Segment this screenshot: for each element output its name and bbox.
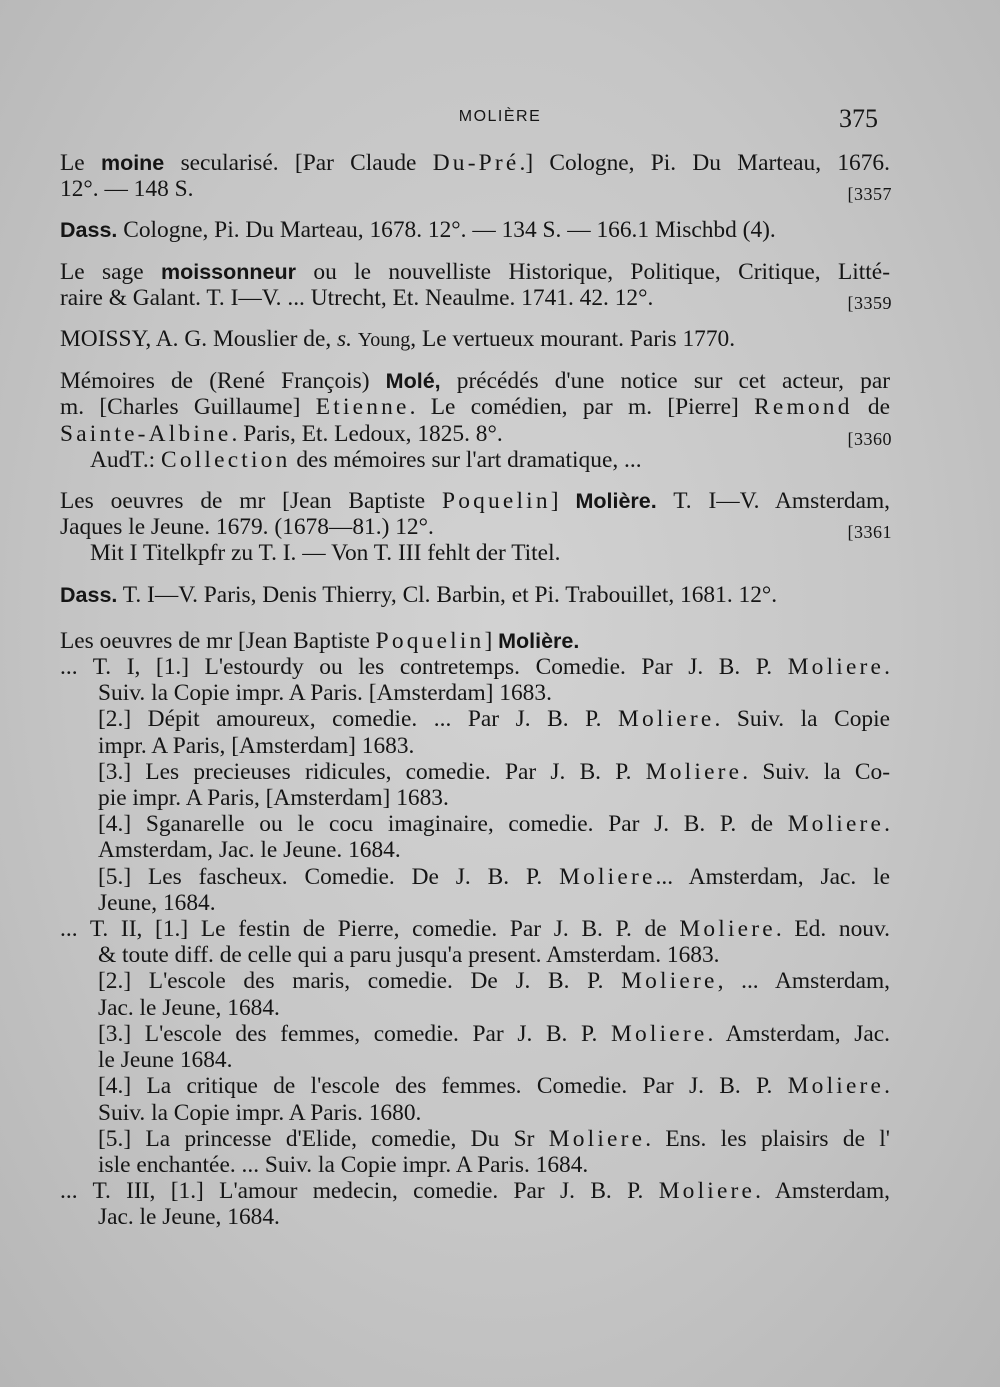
entry-line (60, 680, 890, 706)
entry-line (60, 1204, 890, 1230)
text-run: des mémoires sur l'art dramatique, ... (290, 446, 642, 473)
entry-line (60, 733, 890, 759)
entry-line (60, 890, 890, 916)
text-run: ... T. II, [1.] Le festin de Pierre, comedie. Par J. B. P. de (60, 916, 680, 943)
text-run: ou le nouvelliste Historique, Politique, Critique, Litté- (296, 258, 890, 285)
text-run: secularisé. [Par Claude (164, 150, 433, 176)
text-run: précédés d'une notice sur cet acteur, par (440, 368, 890, 395)
entry-line (60, 447, 890, 473)
text-run: de (852, 394, 890, 421)
text-run: Jaques le Jeune. 1679. (1678—81.) 12°. (60, 514, 434, 541)
entry-line (60, 706, 890, 732)
text-run: Les oeuvres de mr [Jean Baptiste (60, 488, 442, 515)
catalogue-entries (60, 150, 890, 1246)
running-head (0, 104, 1000, 134)
text-run: . (884, 811, 890, 838)
entry-line (60, 326, 890, 353)
spaced-name: Etienne (315, 394, 410, 421)
spaced-name: Moliere (618, 706, 715, 733)
text-run: . Le comédien, par m. [Pierre] (409, 394, 755, 421)
catalogue-entry (60, 368, 890, 473)
text-run: T. I—V. Paris, Denis Thierry, Cl. Barbin, et Pi. Trabouillet, 1681. 12°. (117, 581, 778, 608)
spaced-name: Poquelin (375, 627, 485, 654)
running-head-title: MOLIÈRE (458, 108, 542, 125)
text-run: [4.] Sganarelle ou le cocu imaginaire, comedie. Par J. B. P. de (98, 811, 788, 838)
text-run: . Ed. nouv. (775, 916, 891, 943)
entry-line (60, 995, 890, 1021)
entry-line (60, 150, 890, 176)
catalogue-entry (60, 628, 890, 1231)
text-run: [5.] Les fascheux. Comedie. De J. B. P. (98, 863, 560, 890)
text-run: ... Amsterdam, Jac. le (655, 863, 890, 890)
headword: Molière. (498, 628, 580, 653)
text-run: Jac. le Jeune, 1684. (98, 994, 280, 1021)
entry-line (60, 759, 890, 785)
text-run: . Suiv. la Co- (742, 758, 890, 785)
text-run: Amsterdam, Jac. le Jeune. 1684. (98, 837, 401, 864)
spaced-name: Moliere (787, 811, 885, 838)
entry-line (60, 654, 890, 680)
text-run: impr. A Paris, [Amsterdam] 1683. (98, 732, 415, 759)
text-run: [4.] La critique de l'escole des femmes. Comedie. Par J. B. P. (98, 1073, 788, 1100)
entry-line (60, 811, 890, 837)
text-run: . (884, 654, 890, 681)
text-run: AudT.: (90, 446, 162, 473)
text-run: , ... Amsterdam, (717, 968, 890, 995)
spaced-name: Moliere (679, 916, 776, 943)
text-run: Le (60, 150, 101, 176)
spaced-name: Moliere (610, 1020, 708, 1047)
text-run: ] (484, 627, 499, 654)
text-run: . Amsterdam, Jac. (707, 1020, 891, 1047)
entry-line (60, 514, 890, 540)
spaced-name: Collection (161, 446, 291, 473)
entry-line (60, 942, 890, 968)
text-run: [3.] Les precieuses ridicules, comedie. Par J. B. P. (98, 758, 646, 785)
entry-number: [3357 (847, 184, 892, 205)
catalogue-entry (60, 259, 890, 311)
entry-number: [3361 (847, 522, 892, 543)
text-run: ... T. III, [1.] L'amour medecin, comedie. Par J. B. P. (60, 1178, 659, 1205)
text-run: . (884, 1073, 890, 1100)
entry-line (60, 582, 890, 608)
spaced-name: Du-Pré (432, 150, 520, 176)
entry-line (60, 176, 890, 202)
entry-line (60, 368, 890, 394)
text-run: Suiv. la Copie impr. A Paris. 1680. (98, 1099, 422, 1126)
entry-line (60, 285, 890, 311)
text-run: Suiv. la Copie impr. A Paris. [Amsterdam] 1683. (98, 680, 552, 707)
spaced-name: Moliere (658, 1178, 756, 1205)
headword: Dass. (60, 582, 118, 607)
entry-line (60, 785, 890, 811)
text-run: Le sage (60, 258, 161, 285)
entry-line (60, 864, 890, 890)
italic-run: s. (337, 326, 352, 353)
entry-line (60, 968, 890, 994)
headword: Dass. (60, 218, 118, 243)
small-caps-name: Young (357, 329, 411, 352)
catalogue-entry (60, 217, 890, 243)
text-run: [5.] La princesse d'Elide, comedie, Du Sr (98, 1125, 549, 1152)
text-run: [2.] L'escole des maris, comedie. De J. B. P. (98, 968, 622, 995)
text-run: [2.] Dépit amoureux, comedie. ... Par J. B. P. (98, 706, 619, 733)
entry-line (60, 394, 890, 420)
entry-number: [3359 (847, 292, 892, 313)
spaced-name: Moliere (645, 758, 743, 785)
text-run: T. I—V. Amsterdam, (656, 488, 891, 515)
text-run: Jeune, 1684. (98, 889, 216, 916)
entry-line (60, 1073, 890, 1099)
entry-line (60, 259, 890, 285)
text-run: le Jeune 1684. (98, 1047, 233, 1074)
entry-line (60, 1047, 890, 1073)
spaced-name: Moliere (787, 654, 885, 681)
entry-line (60, 1178, 890, 1204)
entry-line (60, 488, 890, 514)
entry-line (60, 837, 890, 863)
text-run: isle enchantée. ... Suiv. la Copie impr. A Paris. 1684. (98, 1151, 589, 1178)
text-run: ] (550, 488, 576, 515)
spaced-name: Moliere (548, 1125, 646, 1152)
page-number: 375 (839, 104, 878, 133)
headword: moissonneur (161, 259, 296, 284)
text-run: Cologne, Pi. Du Marteau, 1678. 12°. — 134 S. — 166.1 Mischbd (4). (117, 217, 776, 244)
headword: Molé, (385, 369, 441, 394)
headword: Molière. (575, 489, 657, 514)
spaced-name: Moliere (621, 968, 718, 995)
spaced-name: Moliere (559, 863, 656, 890)
text-run: Jac. le Jeune, 1684. (98, 1204, 280, 1231)
entry-number: [3360 (847, 428, 892, 449)
text-run: . Amsterdam, (755, 1178, 890, 1205)
spaced-name: Sainte-Albine (60, 420, 232, 447)
text-run: raire & Galant. T. I—V. ... Utrecht, Et. Neaulme. 1741. 42. 12°. (60, 284, 654, 311)
entry-line (60, 421, 890, 447)
catalogue-entry (60, 326, 890, 353)
text-run: Mit I Titelkpfr zu T. I. — Von T. III fehlt der Titel. (90, 540, 561, 567)
text-run: 12°. — 148 S. (60, 176, 194, 203)
entry-line (60, 1152, 890, 1178)
text-run: ... T. I, [1.] L'estourdy ou les contretemps. Comedie. Par J. B. P. (60, 654, 788, 681)
entry-line (60, 217, 890, 243)
entry-line (60, 1021, 890, 1047)
spaced-name: Remond (754, 394, 853, 421)
text-run: Les oeuvres de mr [Jean Baptiste (60, 627, 376, 654)
spaced-name: Moliere (787, 1073, 885, 1100)
text-run: MOISSY, A. G. Mouslier de, (60, 326, 338, 353)
text-run: Mémoires de (René François) (60, 368, 386, 395)
headword: moine (100, 151, 165, 175)
entry-line (60, 1100, 890, 1126)
text-run: . Paris, Et. Ledoux, 1825. 8°. (231, 420, 503, 447)
text-run: , Le vertueux mourant. Paris 1770. (410, 326, 736, 353)
text-run: [3.] L'escole des femmes, comedie. Par J. B. P. (98, 1020, 611, 1047)
catalogue-entry (60, 488, 890, 567)
text-run: m. [Charles Guillaume] (60, 394, 316, 421)
entry-line (60, 628, 890, 654)
entry-line (60, 916, 890, 942)
text-run: .] Cologne, Pi. Du Marteau, 1676. (519, 150, 890, 176)
text-run: . Ens. les plaisirs de l' (645, 1125, 890, 1152)
text-run: & toute diff. de celle qui a paru jusqu'a present. Amsterdam. 1683. (98, 942, 720, 969)
entry-line (60, 540, 890, 566)
catalogue-entry (60, 582, 890, 608)
entry-line (60, 1126, 890, 1152)
text-run: pie impr. A Paris, [Amsterdam] 1683. (98, 785, 449, 812)
text-run: . Suiv. la Copie (714, 706, 890, 733)
catalogue-entry (60, 150, 892, 205)
spaced-name: Poquelin (442, 488, 551, 515)
